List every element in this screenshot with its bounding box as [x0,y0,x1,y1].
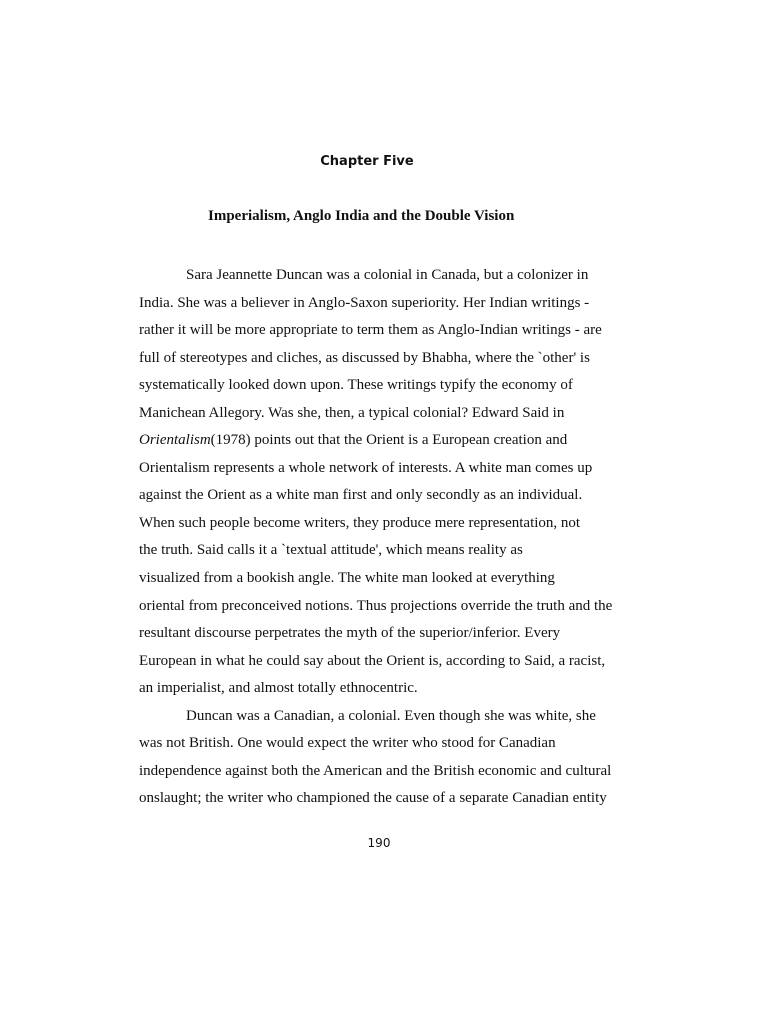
text-line: Duncan was a Canadian, a colonial. Even though she was white, she [186,707,596,724]
text-line-rest: (1978) points out that the Orient is a European creation and [210,432,568,449]
body-text [139,262,639,813]
text-line: Orientalism represents a whole network of interests. A white man comes up [139,459,593,476]
text-line: was not British. One would expect the writer who stood for Canadian [139,735,556,752]
text-line: European in what he could say about the Orient is, according to Said, a racist, [139,652,606,669]
text-line: Manichean Allegory. Was she, then, a typical colonial? Edward Said in [139,404,565,421]
text-line: India. She was a believer in Anglo-Saxon superiority. Her Indian writings - [139,294,590,311]
chapter-label: Chapter Five [320,154,414,169]
chapter-title: Imperialism, Anglo India and the Double Vision [208,208,515,224]
book-title-italic: Orientalism [139,432,211,449]
text-line: Sara Jeannette Duncan was a colonial in Canada, but a colonizer in [186,267,589,283]
text-line: against the Orient as a white man first and only secondly as an individual. [139,487,583,504]
page-number: 190 [367,836,391,850]
text-line-with-title [139,427,639,455]
text-line: oriental from preconceived notions. Thus projections override the truth and the [139,597,613,614]
text-line: onslaught; the writer who championed the cause of a separate Canadian entity [139,790,607,807]
text-line: an imperialist, and almost totally ethnocentric. [139,680,418,697]
text-line: rather it will be more appropriate to term them as Anglo-Indian writings - are [139,322,602,339]
text-line: the truth. Said calls it a `textual attitude', which means reality as [139,542,523,559]
text-line: systematically looked down upon. These writings typify the economy of [139,377,573,394]
text-line: resultant discourse perpetrates the myth of the superior/inferior. Every [139,625,561,642]
text-line: visualized from a bookish angle. The white man looked at everything [139,570,555,587]
text-line: When such people become writers, they produce mere representation, not [139,514,581,531]
text-line: independence against both the American and the British economic and cultural [139,762,612,779]
text-line: full of stereotypes and cliches, as discussed by Bhabha, where the `other' is [139,349,590,366]
